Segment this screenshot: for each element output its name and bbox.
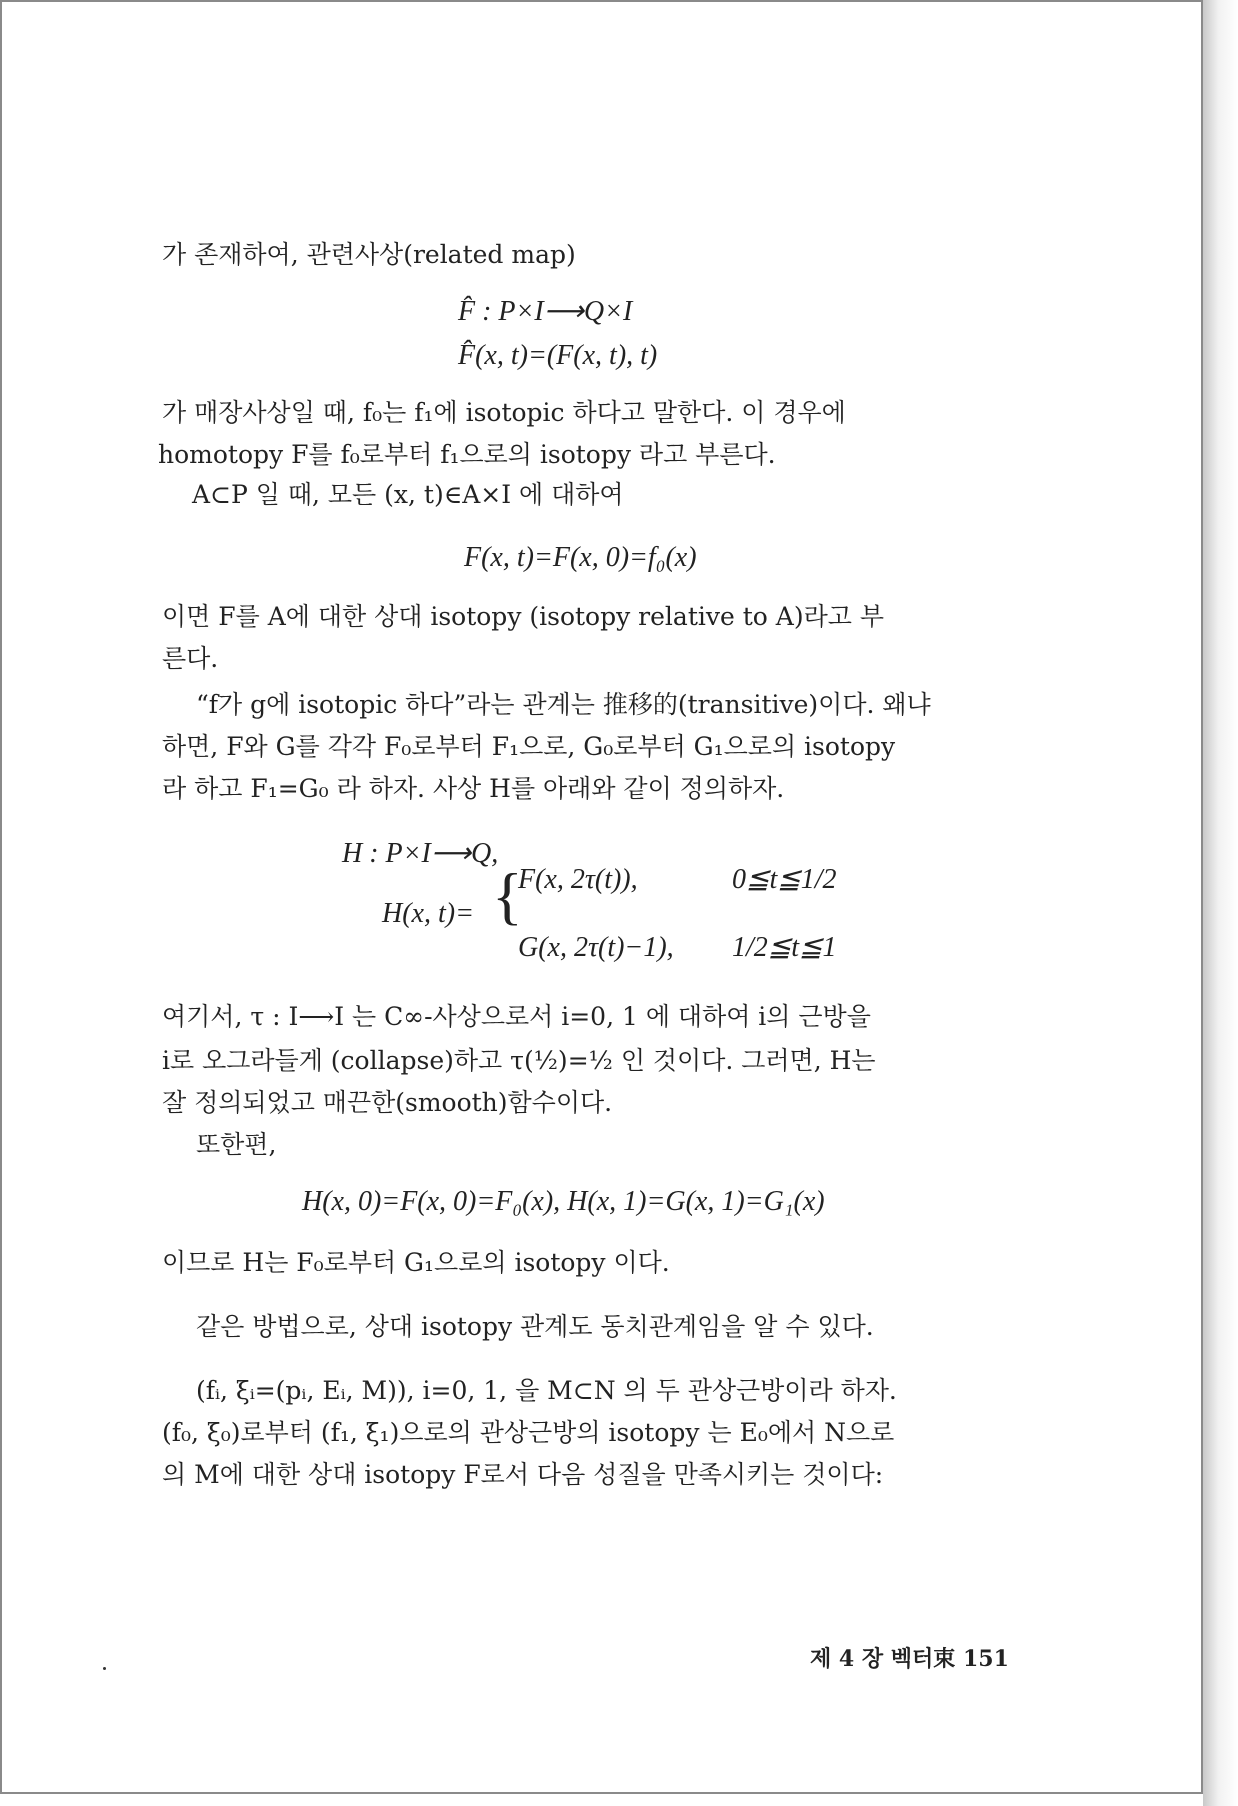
equation-map-h: H : P×I⟶Q,	[342, 838, 499, 869]
text-line: 하면, F와 G를 각각 F₀로부터 F₁으로, G₀로부터 G₁으로의 isotopy	[162, 732, 896, 761]
text-line: (fᵢ, ξᵢ=(pᵢ, Eᵢ, M)), i=0, 1, 을 M⊂N 의 두 관상근방이라 하자.	[196, 1376, 897, 1405]
text-line: 가 매장사상일 때, f₀는 f₁에 isotopic 하다고 말한다. 이 경우에	[162, 398, 846, 427]
text-line: i로 오그라들게 (collapse)하고 τ(½)=½ 인 것이다. 그러면, H는	[162, 1046, 876, 1075]
text-line: (f₀, ξ₀)로부터 (f₁, ξ₁)으로의 관상근방의 isotopy 는 E₀에서 N으로	[162, 1418, 895, 1447]
brace: {	[492, 860, 523, 931]
text-line: A⊂P 일 때, 모든 (x, t)∈A×I 에 대하여	[192, 480, 624, 509]
text-line: “f가 g에 isotopic 하다”라는 관계는 推移的(transitive)이다. 왜냐	[196, 690, 931, 719]
text-line: 잘 정의되었고 매끈한(smooth)함수이다.	[162, 1088, 613, 1117]
page-footer: 제 4 장 벡터束 151	[810, 1646, 1009, 1672]
speck	[103, 1667, 106, 1670]
equation-h-lhs: H(x, t)=	[382, 898, 474, 929]
equation-h-case1: F(x, 2τ(t)),	[518, 864, 638, 895]
equation-h-case2: G(x, 2τ(t)−1),	[518, 932, 674, 963]
equation-related-map-def: F̂(x, t)=(F(x, t), t)	[458, 340, 658, 371]
text-line: 가 존재하여, 관련사상(related map)	[162, 240, 576, 269]
text-line: homotopy F를 f₀로부터 f₁으로의 isotopy 라고 부른다.	[158, 440, 776, 469]
equation-h-endpoints: H(x, 0)=F(x, 0)=F₀(x), H(x, 1)=G(x, 1)=G₁(x)	[302, 1186, 825, 1217]
text-line: 여기서, τ : I⟶I 는 C∞-사상으로서 i=0, 1 에 대하여 i의 근방을	[162, 1002, 871, 1031]
equation-h-cond2: 1/2≦t≦1	[732, 932, 837, 963]
equation-relative-isotopy: F(x, t)=F(x, 0)=f₀(x)	[464, 542, 697, 573]
equation-related-map: F̂ : P×I⟶Q×I	[458, 296, 633, 327]
text-line: 른다.	[162, 644, 219, 673]
text-line: 또한편,	[196, 1130, 277, 1159]
text-line: 라 하고 F₁=G₀ 라 하자. 사상 H를 아래와 같이 정의하자.	[162, 774, 785, 803]
page-edge-shadow	[1203, 0, 1238, 1806]
text-line: 이므로 H는 F₀로부터 G₁으로의 isotopy 이다.	[162, 1248, 670, 1277]
text-line: 의 M에 대한 상대 isotopy F로서 다음 성질을 만족시키는 것이다:	[162, 1460, 884, 1489]
equation-h-cond1: 0≦t≦1/2	[732, 864, 837, 895]
text-line: 같은 방법으로, 상대 isotopy 관계도 동치관계임을 알 수 있다.	[196, 1312, 874, 1341]
text-line: 이면 F를 A에 대한 상대 isotopy (isotopy relative to A)라고 부	[162, 602, 884, 631]
